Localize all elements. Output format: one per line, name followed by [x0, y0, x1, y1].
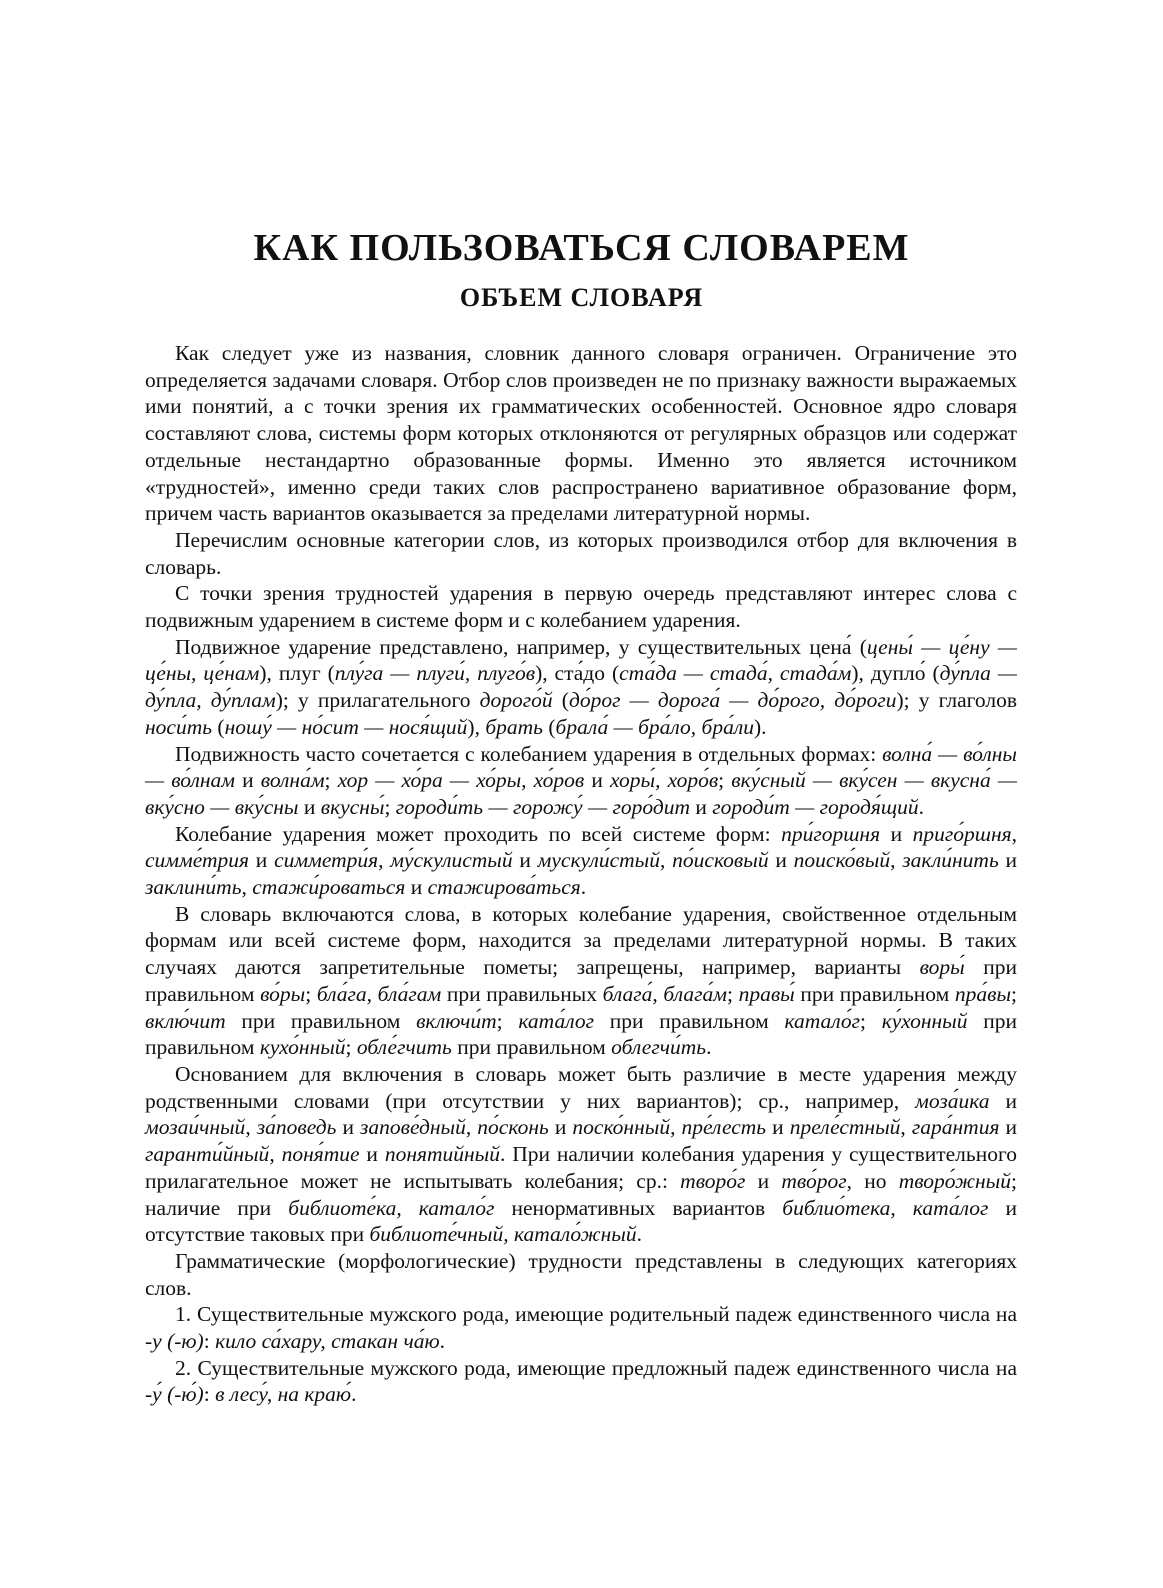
italic-run: облегчи́ть [611, 1035, 707, 1060]
italic-run: кухо́нный [259, 1035, 346, 1060]
text-run: при правильном [145, 955, 1017, 1006]
paragraph [145, 1061, 1017, 1248]
text-run: Основанием для включения в словарь может быть различие в месте ударения между родственными словами (при отсутствии у них вариантов); ср., например, [145, 1061, 1017, 1113]
italic-run: плу́га — плуги́, плуго́в [334, 661, 536, 686]
italic-run: ношу́ — но́сит — нося́щий [224, 714, 468, 739]
text-run: ; наличие при [145, 1168, 1017, 1220]
italic-run: носи́ть [145, 714, 213, 739]
italic-run: городи́ть — горожу́ — горо́дит [395, 794, 690, 819]
text-run: , [245, 1115, 257, 1140]
italic-run: пра́вы [954, 981, 1012, 1006]
paragraph [145, 741, 1017, 821]
text-run: ; [345, 1035, 357, 1060]
italic-run: закли́нить [902, 848, 999, 873]
body-text [145, 340, 1017, 1408]
text-run: . [918, 794, 924, 819]
text-run: и [998, 848, 1018, 873]
italic-run: по́исковый [672, 848, 769, 873]
text-run: , [900, 1115, 912, 1140]
text-run: ( [542, 714, 556, 739]
italic-run: поня́тие [281, 1142, 360, 1167]
text-run: ). [753, 714, 767, 739]
italic-run: поиско́вый [793, 848, 891, 873]
italic-run: -у́ (-ю́) [145, 1382, 204, 1407]
paragraph [145, 1355, 1017, 1408]
italic-run: катало́г [784, 1008, 861, 1033]
italic-run: -у (-ю) [145, 1329, 204, 1354]
italic-run: брать [485, 714, 543, 739]
italic-run: хор — хо́ра — хо́ры, хо́ров [337, 768, 585, 793]
text-run: Перечислим основные категории слов, из которых производился отбор для включения в словарь. [145, 527, 1017, 579]
paragraph [145, 634, 1017, 741]
italic-run: моза́ика [915, 1088, 990, 1113]
text-run: . [636, 1222, 642, 1247]
text-run: и [548, 1115, 573, 1140]
italic-run: городи́т — городя́щий [712, 794, 919, 819]
text-run: , [890, 848, 903, 873]
paragraph [145, 1248, 1017, 1301]
italic-run: вку́сный — вку́сен — вкусна́ — вку́сно — вку́сны [145, 768, 1017, 819]
text-run: при правильных [441, 981, 603, 1006]
italic-run: библиоте́чный, катало́жный [369, 1222, 637, 1247]
italic-run: бла́га, бла́гам [316, 981, 442, 1006]
text-run: ), дупло́ ( [851, 661, 940, 686]
italic-run: запове́дный [360, 1115, 466, 1140]
italic-run: симметри́я [274, 848, 379, 873]
text-run: : [203, 1382, 216, 1407]
italic-run: мускули́стый [537, 848, 660, 873]
text-run: при правильном [451, 1035, 612, 1060]
text-run: ; [718, 768, 732, 793]
italic-run: мозаи́чный [145, 1115, 246, 1140]
text-run: . [580, 875, 587, 900]
italic-run: за́поведь [256, 1115, 337, 1140]
text-run: , [1011, 821, 1017, 846]
text-run: ; [860, 1008, 882, 1033]
text-run: ; [384, 794, 396, 819]
italic-run: включи́т [416, 1008, 497, 1033]
text-run: и [235, 768, 261, 793]
italic-run: пре́лесть [681, 1115, 767, 1140]
text-run: ненормативных вариантов [494, 1195, 783, 1220]
text-run: при правильном [794, 981, 955, 1006]
italic-run: библиоте́ка, катало́г [288, 1195, 495, 1220]
italic-run: воры́ [919, 955, 965, 980]
text-run: ), плуг ( [259, 661, 335, 686]
text-run: Колебание ударения может проходить по всей системе форм: [175, 821, 782, 846]
italic-run: вклю́чит [145, 1008, 226, 1033]
text-run: и [359, 1142, 385, 1167]
paragraph [145, 901, 1017, 1061]
text-run: Подвижное ударение представлено, например, у существительных цена́ ( [175, 634, 867, 659]
italic-run: преле́стный [789, 1115, 901, 1140]
paragraph [145, 821, 1017, 901]
paragraph [145, 340, 1017, 527]
paragraph [145, 580, 1017, 633]
text-run: ( [552, 688, 569, 713]
text-run: С точки зрения трудностей ударения в первую очередь представляют интерес слова с подвижным ударением в системе форм и с колебанием ударения. [145, 581, 1017, 633]
italic-run: правы́ [738, 981, 795, 1006]
italic-run: му́скулистый [390, 848, 513, 873]
italic-run: стажи́роваться [252, 875, 406, 900]
text-run: . [706, 1035, 712, 1060]
text-run: и [584, 768, 611, 793]
text-run: при правильном [225, 1008, 417, 1033]
text-run: : [203, 1329, 216, 1354]
text-run: , [241, 875, 253, 900]
italic-run: до́рог — дорога́ — до́рого, до́роги [568, 688, 897, 713]
italic-run: ку́хонный [881, 1008, 968, 1033]
italic-run: хоры́, хоро́в [610, 768, 719, 793]
text-run: В словарь включаются слова, в которых колебание ударения, свойственное отдельным формам или всей системе форм, находится за пределами литературной нормы. В таких случаях даются запретительные пометы; запрещены, например, варианты [145, 901, 1017, 980]
italic-run: обле́гчить [356, 1035, 452, 1060]
italic-run: блага́, блага́м [602, 981, 727, 1006]
italic-run: волна́ — во́лны — во́лнам [145, 741, 1017, 793]
italic-run: приго́ршня [912, 821, 1012, 846]
section-title: ОБЪЕМ СЛОВАРЯ [459, 283, 704, 312]
page-title: КАК ПОЛЬЗОВАТЬСЯ СЛОВАРЕМ [253, 227, 910, 269]
text-run: и [999, 1115, 1018, 1140]
text-run: ; [1011, 981, 1018, 1006]
text-run: и [880, 821, 913, 846]
paragraph [145, 527, 1017, 580]
text-run: ( [212, 714, 225, 739]
text-run: , [269, 1142, 282, 1167]
text-run: ; [305, 981, 317, 1006]
text-run: и [989, 1088, 1017, 1113]
text-run: и [512, 848, 538, 873]
italic-run: ду́пла — ду́пла, ду́плам [145, 661, 1018, 713]
italic-run: вкусны́ [320, 794, 385, 819]
text-run: ); у прилагательного [275, 688, 480, 713]
italic-run: гара́нтия [911, 1115, 1000, 1140]
text-run: Грамматические (морфологические) трудности представлены в следующих категориях слов. [145, 1248, 1017, 1300]
italic-run: волна́м [260, 768, 325, 793]
text-run: и [298, 794, 321, 819]
italic-run: стажирова́ться [427, 875, 581, 900]
italic-run: симме́трия [145, 848, 250, 873]
italic-run: в лесу́, на краю́ [215, 1382, 352, 1407]
text-run: . [351, 1382, 357, 1407]
italic-run: дорого́й [479, 688, 553, 713]
italic-run: ката́лог [518, 1008, 594, 1033]
text-run: 2. Существительные мужского рода, имеющие предложный падеж единственного числа на [175, 1355, 1017, 1380]
text-run: . [439, 1329, 446, 1354]
text-run: и отсутствие таковых при [145, 1195, 1017, 1247]
text-run: , [378, 848, 391, 873]
text-run: и [766, 1115, 790, 1140]
italic-run: творо́жный [898, 1168, 1011, 1193]
italic-run: брала́ — бра́ло, бра́ли [555, 714, 754, 739]
text-run: ); у глаголов [896, 688, 1017, 713]
italic-run: ста́да — стада́, стада́м [619, 661, 852, 686]
italic-run: во́ры [260, 981, 306, 1006]
text-run: и [745, 1168, 782, 1193]
text-run: ; [324, 768, 338, 793]
text-run: Подвижность часто сочетается с колебанием ударения в отдельных формах: [175, 741, 883, 766]
italic-run: цены́ — це́ну — це́ны, це́нам [145, 634, 1017, 686]
paragraph [145, 1301, 1017, 1354]
text-run: при правильном [145, 1008, 1017, 1060]
italic-run: заклини́ть [145, 875, 242, 900]
text-run: ; [726, 981, 739, 1006]
italic-run: тво́рог [781, 1168, 847, 1193]
italic-run: по́сконь [477, 1115, 549, 1140]
italic-run: понятийный [384, 1142, 500, 1167]
text-run: . При наличии колебания ударения у существительного прилагательное может не испытывать колебания; ср.: [145, 1142, 1017, 1193]
text-run: при правильном [593, 1008, 785, 1033]
italic-run: поско́нный [572, 1115, 671, 1140]
italic-run: библио́тека, ката́лог [782, 1195, 989, 1220]
text-run: и [768, 848, 794, 873]
text-run: ), ста́до ( [535, 661, 620, 686]
text-run: , но [846, 1168, 899, 1193]
text-run: ; [496, 1008, 519, 1033]
text-run: Как следует уже из названия, словник данного словаря ограничен. Ограничение это определяется задачами словаря. Отбор слов произведен не по признаку важности выражаемых ими понятий, а с точки зрения их грамматических особенностей. Основное ядро словаря составляют слова, системы форм которых отклоняются от регулярных образцов или содержат отдельные нестандартно образованные формы. Именно это является источником «трудностей», именно среди таких слов распространено вариативное образование форм, причем часть вариантов оказывается за пределами литературной нормы. [145, 341, 1017, 526]
italic-run: творо́г [680, 1168, 746, 1193]
text-run: и [249, 848, 275, 873]
text-run: , [670, 1115, 682, 1140]
text-run: и [336, 1115, 361, 1140]
italic-run: кило са́хару, стакан ча́ю [215, 1329, 440, 1354]
italic-run: при́горшня [781, 821, 881, 846]
italic-run: гаранти́йный [145, 1142, 270, 1167]
text-run: ), [467, 714, 486, 739]
text-run: 1. Существительные мужского рода, имеющие родительный падеж единственного числа на [175, 1302, 1017, 1327]
text-run: и [689, 794, 713, 819]
text-run: и [405, 875, 428, 900]
text-run: , [465, 1115, 478, 1140]
text-run: , [660, 848, 673, 873]
